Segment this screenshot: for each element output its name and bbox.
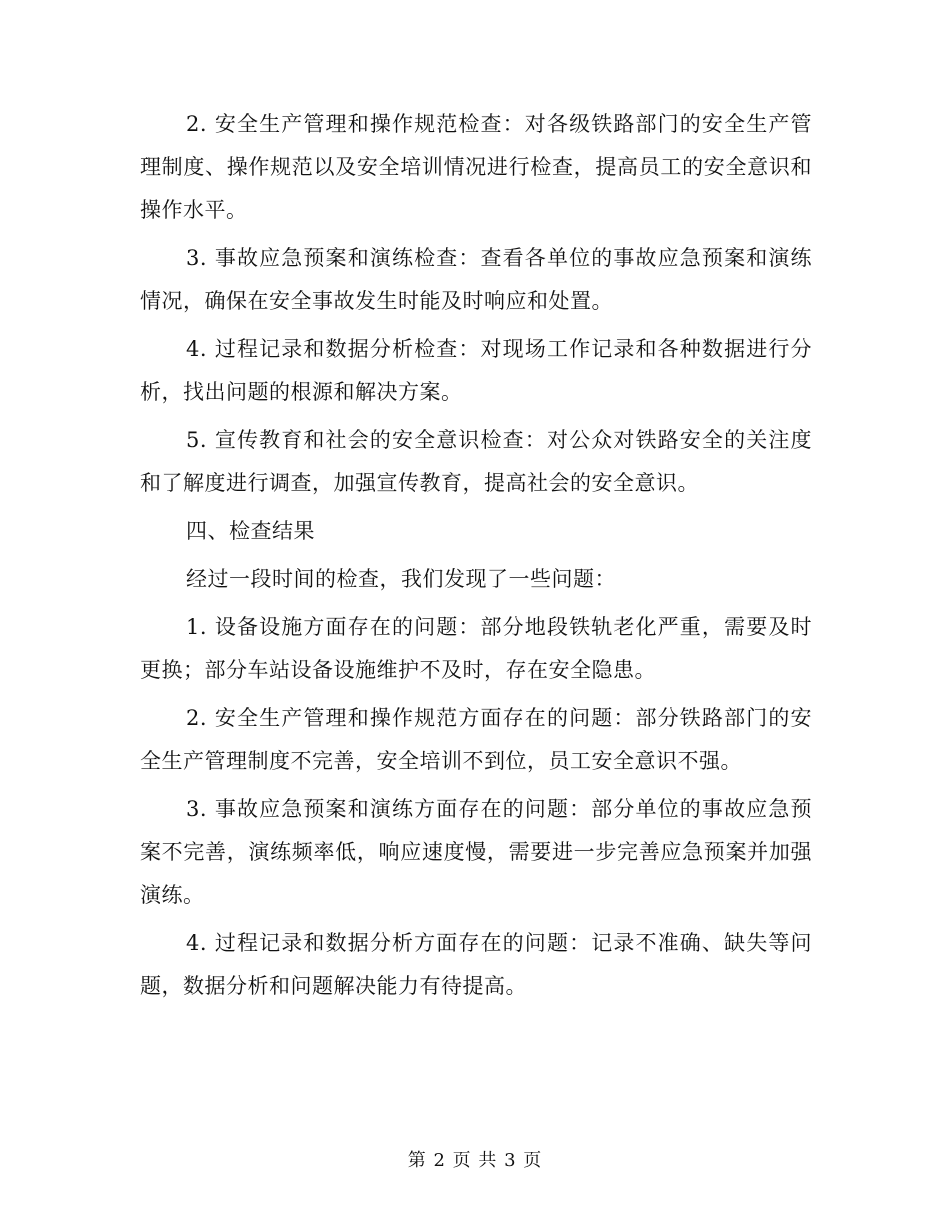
paragraph-result-3-emergency: 3. 事故应急预案和演练方面存在的问题：部分单位的事故应急预案不完善，演练频率低，响应速度慢，需要进一步完善应急预案并加强演练。 <box>140 797 812 907</box>
paragraph-result-4-records: 4. 过程记录和数据分析方面存在的问题：记录不准确、缺失等问题，数据分析和问题解决能力有待提高。 <box>140 931 812 998</box>
document-body <box>140 103 812 1013</box>
paragraph-item-2-safety-management: 2. 安全生产管理和操作规范检查：对各级铁路部门的安全生产管理制度、操作规范以及安全培训情况进行检查，提高员工的安全意识和操作水平。 <box>140 112 812 222</box>
section-heading-inspection-results: 四、检查结果 <box>186 519 315 543</box>
paragraph-results-intro: 经过一段时间的检查，我们发现了一些问题： <box>186 567 616 591</box>
paragraph-item-4-records-analysis: 4. 过程记录和数据分析检查：对现场工作记录和各种数据进行分析，找出问题的根源和解决方案。 <box>140 337 812 404</box>
paragraph-item-3-emergency-plan: 3. 事故应急预案和演练检查：查看各单位的事故应急预案和演练情况，确保在安全事故发生时能及时响应和处置。 <box>140 246 812 313</box>
page-number-footer: 第 2 页 共 3 页 <box>407 1150 543 1171</box>
paragraph-result-2-management: 2. 安全生产管理和操作规范方面存在的问题：部分铁路部门的安全生产管理制度不完善，安全培训不到位，员工安全意识不强。 <box>140 706 812 773</box>
paragraph-result-1-equipment: 1. 设备设施方面存在的问题：部分地段铁轨老化严重，需要及时更换；部分车站设备设施维护不及时，存在安全隐患。 <box>140 615 812 682</box>
paragraph-item-5-public-awareness: 5. 宣传教育和社会的安全意识检查：对公众对铁路安全的关注度和了解度进行调查，加强宣传教育，提高社会的安全意识。 <box>140 428 812 495</box>
